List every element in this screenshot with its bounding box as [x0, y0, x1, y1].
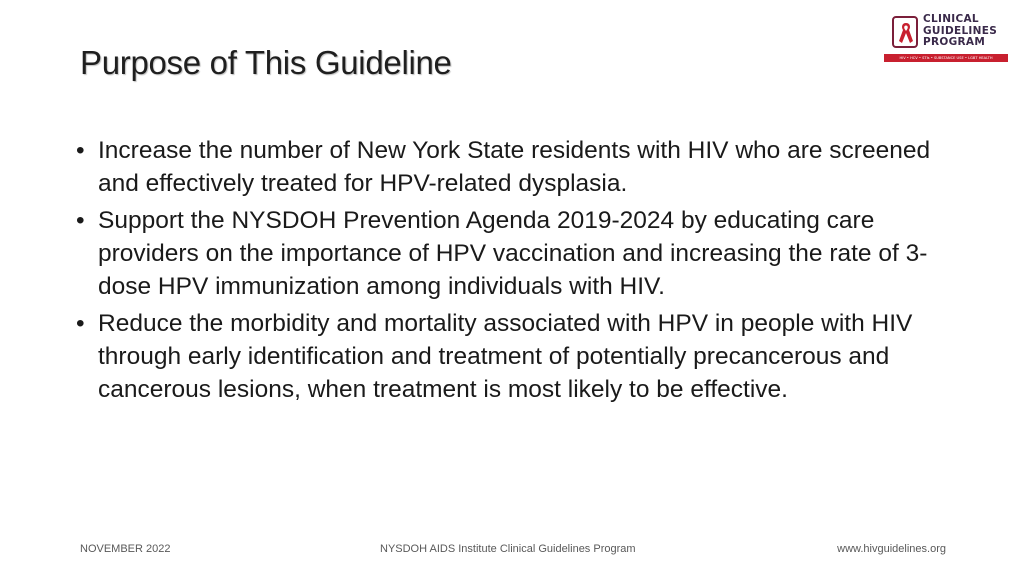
slide-title: Purpose of This Guideline — [80, 44, 452, 81]
bullet-marker: • — [76, 207, 85, 234]
bullet-text: Increase the number of New York State residents with HIV who are screened and effectively treated for HPV-related dysplasia. — [98, 137, 931, 197]
bullet-item — [76, 307, 956, 406]
footer-date: NOVEMBER 2022 — [80, 543, 171, 555]
bullet-item — [76, 134, 956, 200]
bullet-marker: • — [76, 310, 85, 337]
logo-line-3: PROGRAM — [923, 36, 986, 48]
bullet-list — [76, 134, 956, 410]
logo-tagline-strip: HIV • HCV • STIs • SUBSTANCE USE • LGBT HEALTH — [884, 54, 1008, 62]
bullet-marker: • — [76, 137, 85, 164]
logo-line-1: CLINICAL — [923, 13, 979, 25]
footer-url: www.hivguidelines.org — [837, 543, 946, 555]
ribbon-icon — [897, 21, 915, 45]
logo-badge — [892, 16, 918, 48]
bullet-item — [76, 204, 956, 303]
bullet-text: Support the NYSDOH Prevention Agenda 2019-2024 by educating care providers on the importance of HPV vaccination and increasing the rate of 3-dose HPV immunization among individuals with HIV. — [98, 207, 928, 300]
logo-line-2: GUIDELINES — [923, 24, 998, 37]
logo-wordmark — [923, 14, 997, 49]
clinical-guidelines-logo — [884, 12, 1008, 64]
bullet-text: Reduce the morbidity and mortality associated with HPV in people with HIV through early identification and treatment of potentially precancerous and cancerous lesions, when treatment is most likely to be effective. — [98, 310, 913, 403]
footer-program: NYSDOH AIDS Institute Clinical Guidelines Program — [380, 543, 636, 555]
